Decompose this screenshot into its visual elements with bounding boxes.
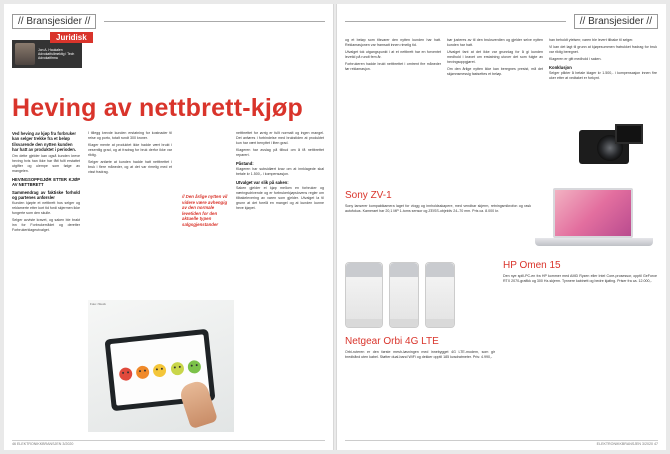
- rating-face-icon: [187, 359, 201, 373]
- paragraph: Om dette gjelder kan også kunden kreve heving hvis han ikke har fått fullt erstattet utgifter og ulempe som følge av mangelen.: [12, 154, 80, 173]
- paragraph: Klageren har avslag på tilbud om å få nettbrettet reparert.: [236, 148, 324, 157]
- right-column-3: [549, 38, 657, 122]
- left-column-3: [236, 131, 324, 421]
- product-title: HP Omen 15: [503, 260, 561, 271]
- article-lead: Ved heving av kjøp fra forbruker kan selger trekke fra et beløp tilsvarende den nytten kunden har hatt av produktet i perioden.: [12, 131, 76, 153]
- laptop-base: [535, 238, 653, 246]
- article-photo: [88, 300, 234, 432]
- right-column-2: [447, 38, 543, 186]
- section-tag: // Bransjesider //: [574, 14, 658, 29]
- paragraph: Klageren har subsidiært krav om at innklagede skal betale kr 1.500,- i kompensasjon.: [236, 167, 324, 176]
- author-box: [12, 33, 87, 68]
- header-rule: [345, 21, 566, 22]
- paragraph: han beholdt ytelsen; varen ble levert tilbake til selger.: [549, 38, 634, 42]
- router-top: [346, 263, 382, 277]
- paragraph: Sony lanserer kompaktkamera laget for vlogg og innholdsskapere, med vendbar skjerm, retningsmikrofon og rask autofokus. Kameraet har 20,1 MP 1-toms sensor og ZEISS-objektiv 24–70 mm. Pris ca. 8.000 kr.: [345, 204, 531, 213]
- right-page: [337, 4, 666, 450]
- paragraph: Utvalget fant at det ikke var grunnlag for å gi kunden medhold i kravet om erstatning utover det som fulgte av hevingsoppgjøret.: [447, 50, 543, 64]
- paragraph: Kunden kjøpte et nettbrett hos selger og reklamerte etter kort tid fordi skjermen ikke fungerte som den skulle.: [12, 201, 80, 215]
- rating-face-icon: [136, 365, 150, 379]
- header-rule: [104, 21, 325, 22]
- product-text: [503, 274, 657, 428]
- paragraph: Selger avviste kravet, og saken ble brakt inn for Forbrukerrådet og deretter Forbrukerklageutvalget.: [12, 218, 80, 232]
- paragraph: Den nye spill-PC-en fra HP kommer med AMD Ryzen eller Intel Core-prosessor, opptil GeForce RTX 2070-grafikk og 300 Hz-skjerm. Tynnere kabinett og bedre kjøling. Priser fra ca. 12.000,-: [503, 274, 657, 283]
- photo-caption: Foto: iStock: [90, 302, 106, 306]
- subheading: Utvalget var slik på saken:: [236, 180, 289, 185]
- author-photo: [15, 43, 35, 65]
- paragraph: Klageren er gitt medhold i saken.: [549, 57, 602, 61]
- paragraph: Saken gjelder et kjøp mellom en forbruker og næringsdrivende og er forbrukerkjøpslovens regler om tilbakelevering av varen som gjelder. Utvalget la til grunn at det forelå en mangel og at kunden kunne heve kjøpet.: [236, 186, 324, 210]
- paragraph: Orbi-ruteren er den første mesh-løsningen med innebygget 4G LTE-modem, som gir bredbånd uten kabel. Støtter dual-band WiFi og dekker opptil 185 kvadratmeter. Pris: 4.990,-: [345, 350, 495, 359]
- page-number: ELEKTRONIKKBRANSJEN 3/2020 47: [596, 442, 658, 446]
- product-text: [345, 204, 531, 250]
- page-footer: [12, 440, 325, 446]
- router-icon: [389, 262, 419, 328]
- paragraph: Vi kan det lagt til grunn at kjøpesummen fratrukket fradrag for bruk var riktig beregnet.: [549, 45, 657, 54]
- paragraph: Klager mente at produktet ikke hadde vært brukt i vesentlig grad, og at fradrag for bruk derfor ikke var riktig.: [88, 143, 172, 157]
- product-title: Netgear Orbi 4G LTE: [345, 336, 439, 347]
- page-footer: [345, 440, 658, 446]
- section-tag: // Bransjesider //: [12, 14, 96, 29]
- left-page: [4, 4, 333, 450]
- subheading: HEVINGSOPPGJØR ETTER KJØP AV NETTBRETT: [12, 177, 80, 187]
- rating-face-icon: [170, 361, 184, 375]
- author-name: Jon A. Haukalen Advokatfullmektig i Tech Advokatfirma: [38, 48, 75, 61]
- paragraph: og et beløp som tilsvarer den nytten kunden har hatt. Reklamasjonen var framsatt innen rimelig tid.: [345, 38, 441, 47]
- camera-icon: [579, 124, 643, 164]
- router-base: [390, 319, 418, 327]
- router-icon: [425, 262, 455, 328]
- article-headline: Heving av nettbrett-kjøp: [12, 94, 303, 122]
- page-number: 46 ELEKTRONIKKBRANSJEN 3/2020: [12, 442, 74, 446]
- laptop-icon: [535, 188, 653, 250]
- left-column-2: [88, 131, 172, 291]
- product-title: Sony ZV-1: [345, 190, 392, 201]
- router-base: [346, 319, 382, 327]
- paragraph: Om den årlige nytten ikke kan beregnes presist, må det skjønnsmessig fastsettes et beløp.: [447, 67, 543, 76]
- category-badge: Juridisk: [50, 32, 93, 43]
- paragraph: Utvalget tok utgangspunkt i at et nettbrett har en forventet levetid på rundt fem år.: [345, 50, 441, 59]
- router-icon: [345, 262, 383, 328]
- subheading: Sammendrag av faktiske forhold og partenes anførsler: [12, 190, 80, 200]
- rating-face-icon: [153, 363, 167, 377]
- paragraph: Forbrukeren hadde brukt nettbrettet i omtrent fire måneder før reklamasjon.: [345, 62, 441, 71]
- pull-quote: // Den årlige nytten vil videre være avhengig av den normale levetiden for den aktuelle typen salgsgjenstander: [182, 194, 228, 227]
- camera-screen: [615, 124, 643, 144]
- paragraph: Selger anførte at kunden hadde hatt nettbrettet i bruk i flere måneder, og at det var rimelig med et visst fradrag.: [88, 160, 172, 174]
- paragraph: bør justeres av til den bruksverdien og gjelder selve nytten kunden har hatt.: [447, 38, 543, 47]
- paragraph: Selger plikter å betale klager kr 1.500,- i kompensasjon innen fire uker etter at vedtaket er forkynt.: [549, 71, 657, 80]
- left-column-1: [12, 154, 80, 436]
- router-top: [390, 263, 418, 277]
- paragraph: nettbrettet for øvrig er fullt normalt og ingen mangel. Det anføres i forbindelse med brukstiden at produktet kun har vært benyttet i liten grad.: [236, 131, 324, 145]
- laptop-screen: [553, 188, 633, 238]
- router-base: [426, 319, 454, 327]
- subheading: Påstand:: [236, 161, 254, 166]
- paragraph: I tillegg krevde kunden erstatning for kostnader til reise og porto, totalt rundt 300 kroner.: [88, 131, 172, 140]
- product-text: [345, 350, 495, 428]
- rating-face-icon: [119, 366, 133, 380]
- right-column-1: [345, 38, 441, 186]
- subheading: Konklusjon: [549, 65, 572, 70]
- router-top: [426, 263, 454, 277]
